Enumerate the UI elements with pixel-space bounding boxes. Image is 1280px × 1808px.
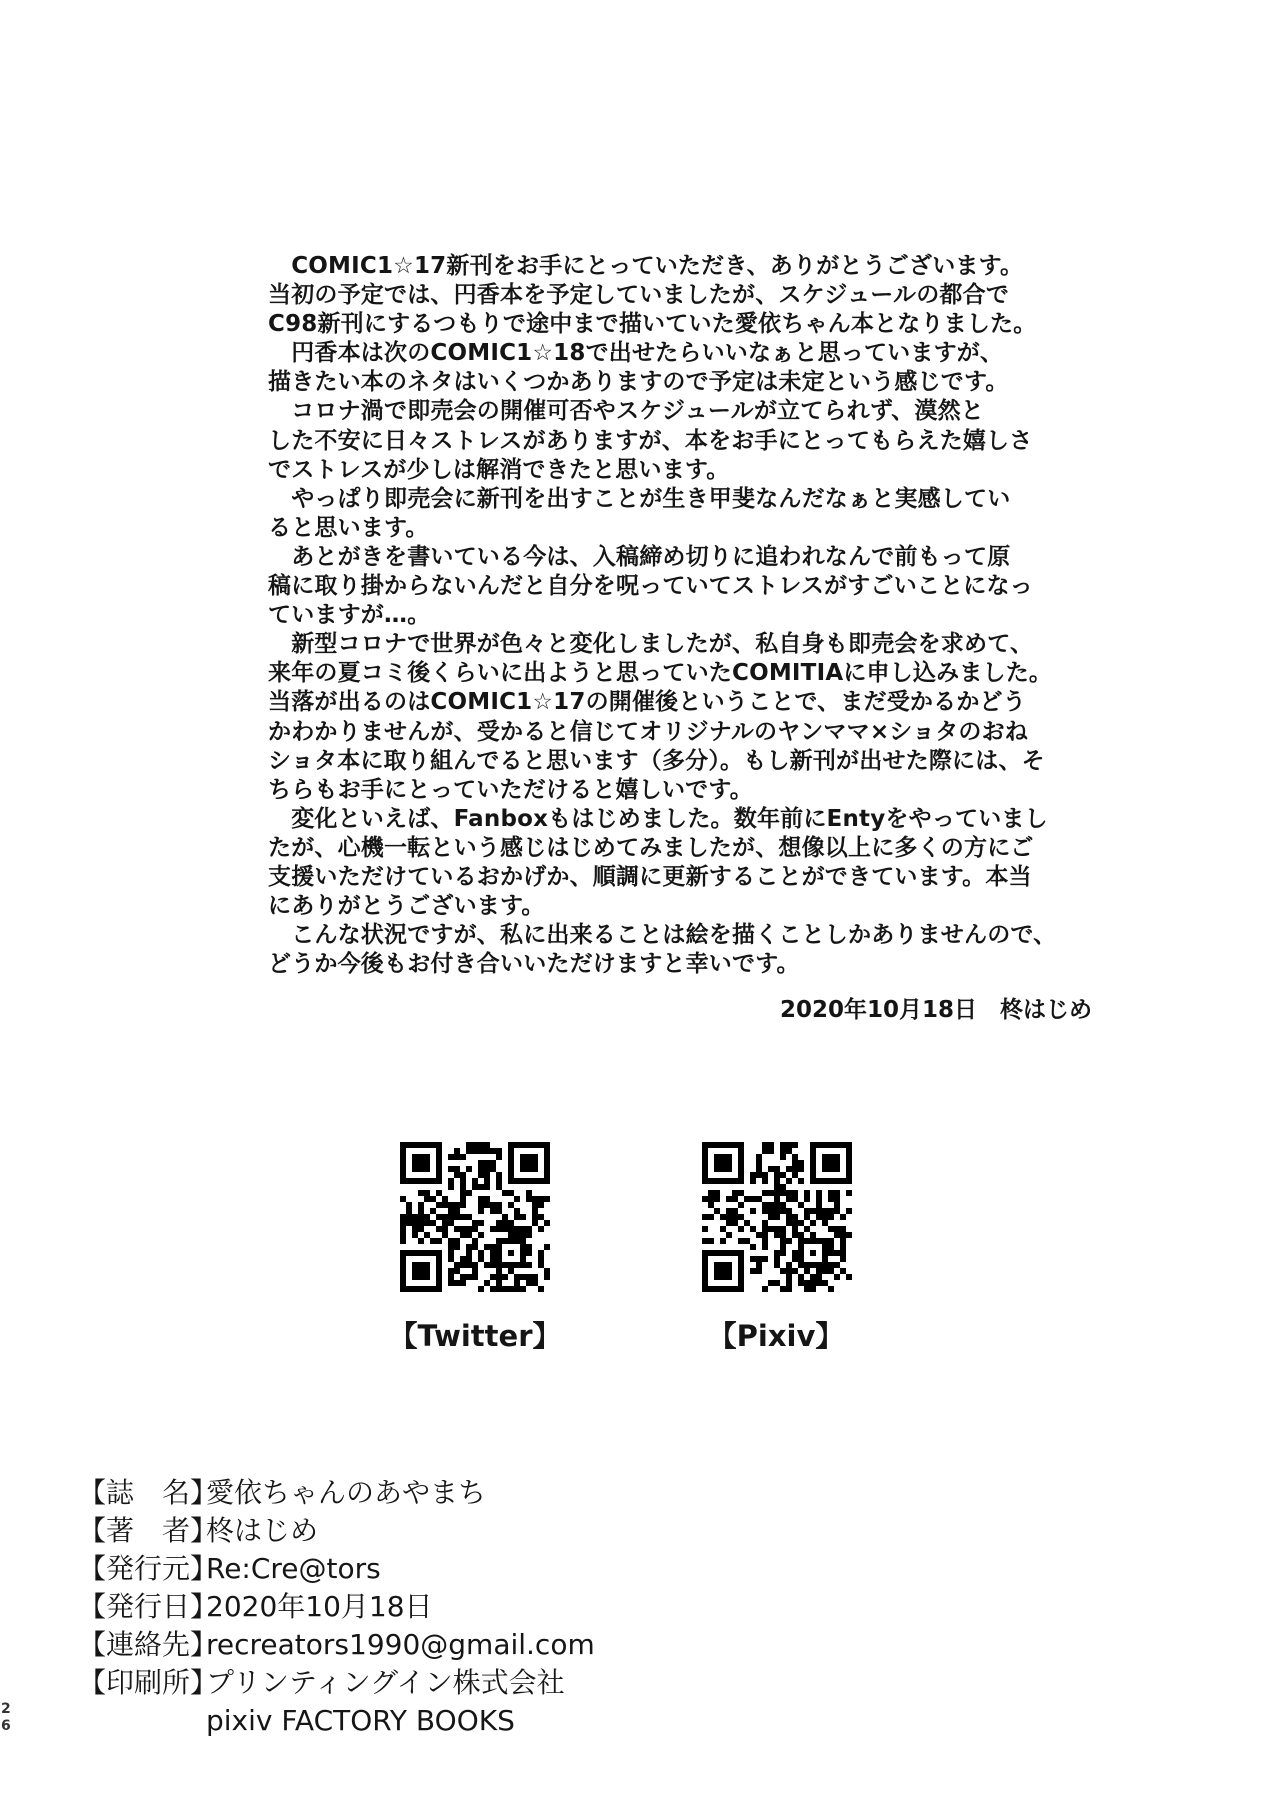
colophon-row (78, 1550, 595, 1588)
afterword-line: こんな状況ですが、私に出来ることは絵を描くことしかありませんので、 (268, 922, 1057, 949)
afterword-line: 稿に取り掛からないんだと自分を呪っていてストレスがすごいことになっ (268, 573, 1033, 600)
colophon-label: 【印刷所】 (78, 1666, 219, 1699)
afterword-line: ショタ本に取り組んでると思います（多分）。もし新刊が出せた際には、そ (268, 747, 1045, 774)
colophon-value: pixiv FACTORY BOOKS (206, 1704, 515, 1737)
page-number: 26 (1, 1701, 11, 1734)
afterword-line: コロナ渦で即売会の開催可否やスケジュールが立てられず、漠然と (268, 398, 984, 425)
pixiv-qr-code (702, 1142, 852, 1292)
afterword-line: たが、心機一転という感じはじめてみましたが、想像以上に多くの方にご (268, 834, 1034, 861)
afterword-line: でストレスが少しは解消できたと思います。 (268, 456, 730, 483)
colophon-label: 【発行日】 (78, 1590, 219, 1623)
colophon-value: プリンティングイン株式会社 (206, 1666, 565, 1699)
afterword-line: 当初の予定では、円香本を予定していましたが、スケジュールの都合で (268, 282, 1010, 309)
afterword-line: どうか今後もお付き合いいただけますと幸いです。 (268, 951, 800, 978)
afterword-line: 変化といえば、Fanboxもはじめました。数年前にEntyをやっていまし (268, 805, 1048, 832)
colophon-label: 【誌 名】 (78, 1476, 219, 1509)
afterword-line: 当落が出るのはCOMIC1☆17の開催後ということで、まだ受かるかどう (268, 689, 1026, 716)
afterword-line: ちらもお手にとっていただけると嬉しいです。 (268, 776, 753, 803)
pixiv-qr-label: 【Pixiv】 (707, 1319, 845, 1353)
afterword-line: あとがきを書いている今は、入稿締め切りに追われなんで前もって原 (268, 543, 1011, 570)
colophon-row (78, 1512, 595, 1550)
colophon-row (78, 1588, 595, 1626)
colophon-row (78, 1626, 595, 1664)
afterword-line: 描きたい本のネタはいくつかありますので予定は未定という感じです。 (268, 369, 1009, 396)
colophon-label: 【連絡先】 (78, 1628, 219, 1661)
afterword-line: にありがとうございます。 (268, 893, 545, 920)
afterword-line: やっぱり即売会に新刊を出すことが生き甲斐なんだなぁと実感してい (268, 485, 1011, 512)
colophon-value: Re:Cre@tors (206, 1552, 381, 1585)
colophon-value: 柊はじめ (206, 1514, 319, 1547)
afterword-line: C98新刊にするつもりで途中まで描いていた愛依ちゃん本となりました。 (268, 311, 1037, 338)
colophon-label: 【著 者】 (78, 1514, 219, 1547)
afterword-line: ると思います。 (268, 514, 429, 541)
twitter-qr-label: 【Twitter】 (388, 1319, 562, 1353)
colophon-row (78, 1474, 595, 1512)
afterword-line: 来年の夏コミ後くらいに出ようと思っていたCOMITIAに申し込みました。 (268, 660, 1053, 687)
afterword-line: した不安に日々ストレスがありますが、本をお手にとってもらえた嬉しさ (268, 427, 1033, 454)
colophon-value: 2020年10月18日 (206, 1590, 433, 1623)
colophon-value: recreators1990@gmail.com (206, 1628, 595, 1661)
afterword-line: ていますが…。 (268, 602, 431, 629)
colophon-row (78, 1702, 595, 1740)
afterword-text (268, 252, 1057, 979)
afterword-line: 支援いただけているおかげか、順調に更新することができています。本当 (268, 863, 1032, 890)
twitter-qr-code (400, 1142, 550, 1292)
afterword-line: かわかりませんが、受かると信じてオリジナルのヤンママ×ショタのおね (268, 718, 1029, 745)
date-signature: 2020年10月18日 柊はじめ (780, 997, 1093, 1023)
colophon-label: 【発行元】 (78, 1552, 219, 1585)
afterword-line: 新型コロナで世界が色々と変化しましたが、私自身も即売会を求めて、 (268, 631, 1034, 658)
afterword-line: COMIC1☆17新刊をお手にとっていただき、ありがとうございます。 (268, 253, 1024, 279)
colophon-row (78, 1664, 595, 1702)
afterword-line: 円香本は次のCOMIC1☆18で出せたらいいなぁと思っていますが、 (268, 340, 1004, 367)
colophon-value: 愛依ちゃんのあやまち (206, 1476, 487, 1509)
colophon (78, 1474, 595, 1740)
